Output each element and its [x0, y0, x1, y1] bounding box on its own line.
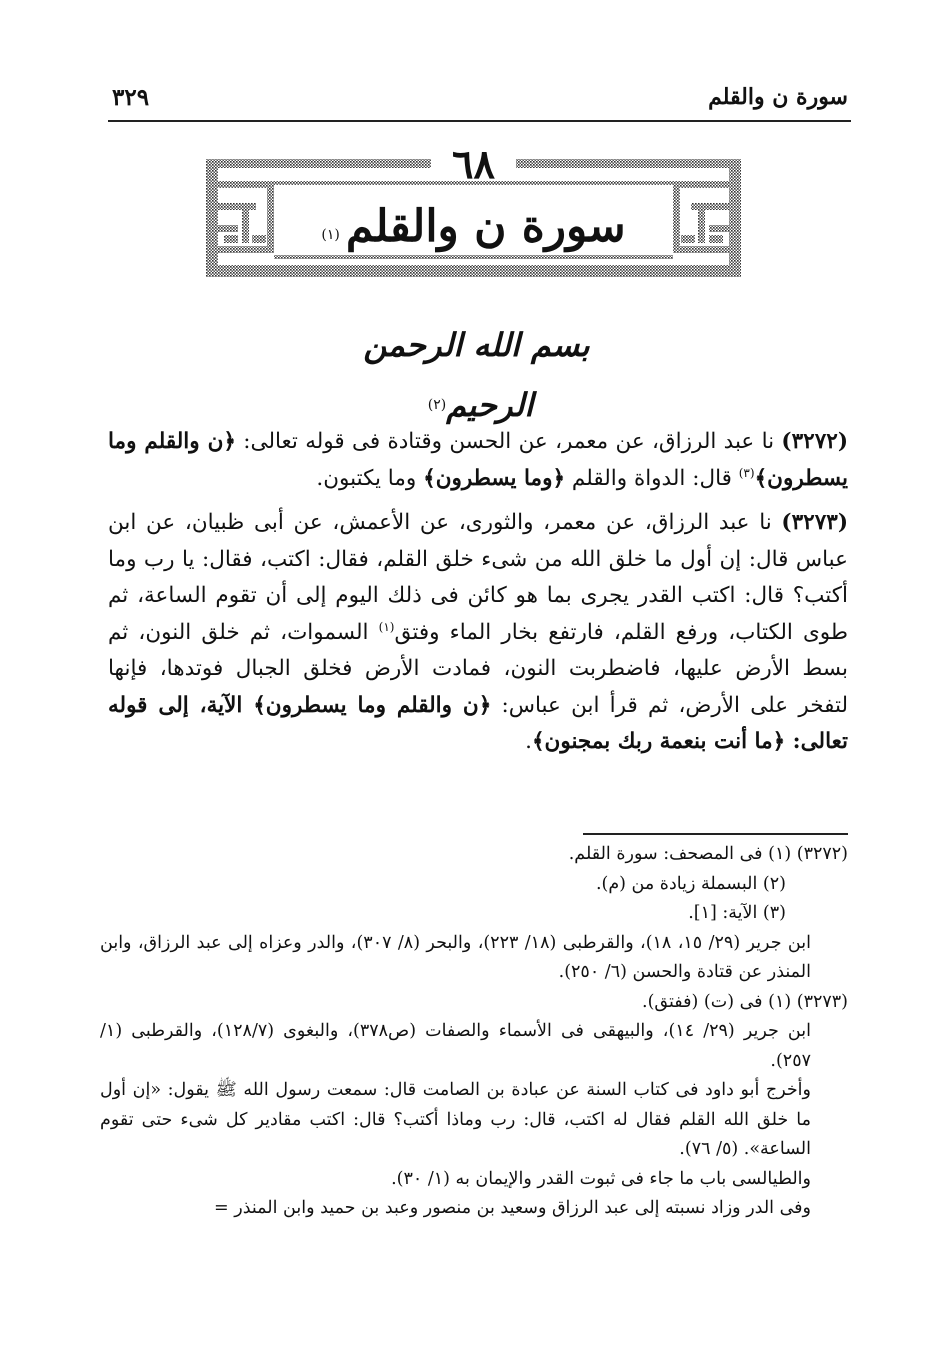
- hadith-3272: [108, 424, 848, 497]
- hadith-number: (٣٢٧٢): [781, 429, 848, 454]
- hadith-text: وما يكتبون.: [316, 465, 424, 491]
- footnote-source: والطيالسى باب ما جاء فى ثبوت القدر والإيمان به (١/ ٣٠).: [391, 1168, 811, 1189]
- hadith-3273: [108, 505, 848, 761]
- footnote-separator: [583, 833, 848, 835]
- header-rule: [108, 120, 851, 122]
- basmala-text: بسم الله الرحمن الرحيم: [363, 326, 590, 424]
- footnote-ref: (٣): [738, 465, 755, 480]
- sura-title-text: سورة ن والقلم: [345, 201, 626, 252]
- footnote-source: وأخرج أبو داود فى كتاب السنة عن عبادة بن الصامت قال: سمعت رسول الله ﷺ يقول: «إن أول ما خلق الله القلم فقال له اكتب، قال: رب وماذا أكتب؟ قال: اكتب مقادير كل شىء حتى تقوم الساعة». (٥/ ٧٦).: [100, 1080, 811, 1159]
- footnote-source: وفى الدر وزاد نسبته إلى عبد الرزاق وسعيد بن منصور وعبد بن حميد وابن المنذر =: [214, 1198, 811, 1218]
- hadith-text: السموات، ثم خلق النون، ثم بسط الأرض عليها، فاضطربت النون، فمادت الأرض فخلق الجبال فوتدها، فإنها لتفخر على الأرض، ثم قرأ ابن عباس:: [108, 619, 848, 718]
- page-number: ٣٢٩: [112, 84, 150, 111]
- footnote: (٣٢٧٣) (١) فى (ت) (ففتق).: [642, 991, 848, 1012]
- footnote-source: ابن جرير (٢٩/ ١٥، ١٨)، والقرطبى (١٨/ ٢٢٣)، والبحر (٨/ ٣٠٧)، والدر وعزاه إلى عبد الرزاق، وابن المنذر عن قتادة والحسن (٦/ ٢٥٠).: [100, 932, 811, 982]
- footnote-ref: (١): [378, 619, 395, 634]
- footnote-source: ابن جرير (٢٩/ ١٤)، والبيهقى فى الأسماء والصفات (ص٣٧٨)، والبغوى (١٢٨/٧)، والقرطبى (١/ ٢٥٧).: [100, 1021, 811, 1071]
- basmala: [320, 315, 633, 424]
- hadith-text: نا عبد الرزاق، عن معمر، والثورى، عن الأعمش، عن أبى ظبيان، عن ابن عباس قال: إن أول ما خلق الله من شىء خلق القلم، فقال: اكتب، فقال: يا رب وما أكتب؟ قال: اكتب القدر يجرى بما هو كائن فى ذلك اليوم إلى أن تقوم الساعة، ثم طوى الكتاب، ورفع القلم، فارتفع بخار الماء وفتق: [108, 510, 848, 645]
- sura-title-footnote-ref: (١): [321, 227, 340, 243]
- footnotes: [100, 840, 848, 1224]
- quran-quote: ﴿ن والقلم وما يسطرون﴾: [108, 429, 848, 491]
- sura-title: [276, 195, 671, 259]
- main-text: [108, 424, 848, 761]
- chapter-ornament-frame: [206, 143, 741, 280]
- hadith-text: نا عبد الرزاق، عن معمر، عن الحسن وقتادة فى قوله تعالى:: [235, 429, 782, 454]
- footnote: (٣٢٧٢) (١) فى المصحف: سورة القلم.: [568, 844, 848, 864]
- footnote: (٣) الآية: [١].: [688, 903, 786, 923]
- quran-quote: ﴿ن والقلم وما يسطرون﴾ الآية، إلى قوله تعالى: ﴿ما أنت بنعمة ربك بمجنون﴾: [108, 692, 848, 754]
- quran-quote: ﴿وما يسطرون﴾: [423, 465, 566, 491]
- hadith-text: قال: الدواة والقلم: [565, 465, 739, 491]
- running-header-title: سورة ن والقلم: [708, 84, 848, 110]
- hadith-text: .: [525, 729, 532, 754]
- footnote: (٢) البسملة زيادة من (م).: [595, 873, 786, 894]
- sura-number: ٦٨: [452, 141, 495, 188]
- basmala-footnote-ref: (٢): [427, 397, 447, 413]
- hadith-number: (٣٢٧٣): [781, 510, 848, 535]
